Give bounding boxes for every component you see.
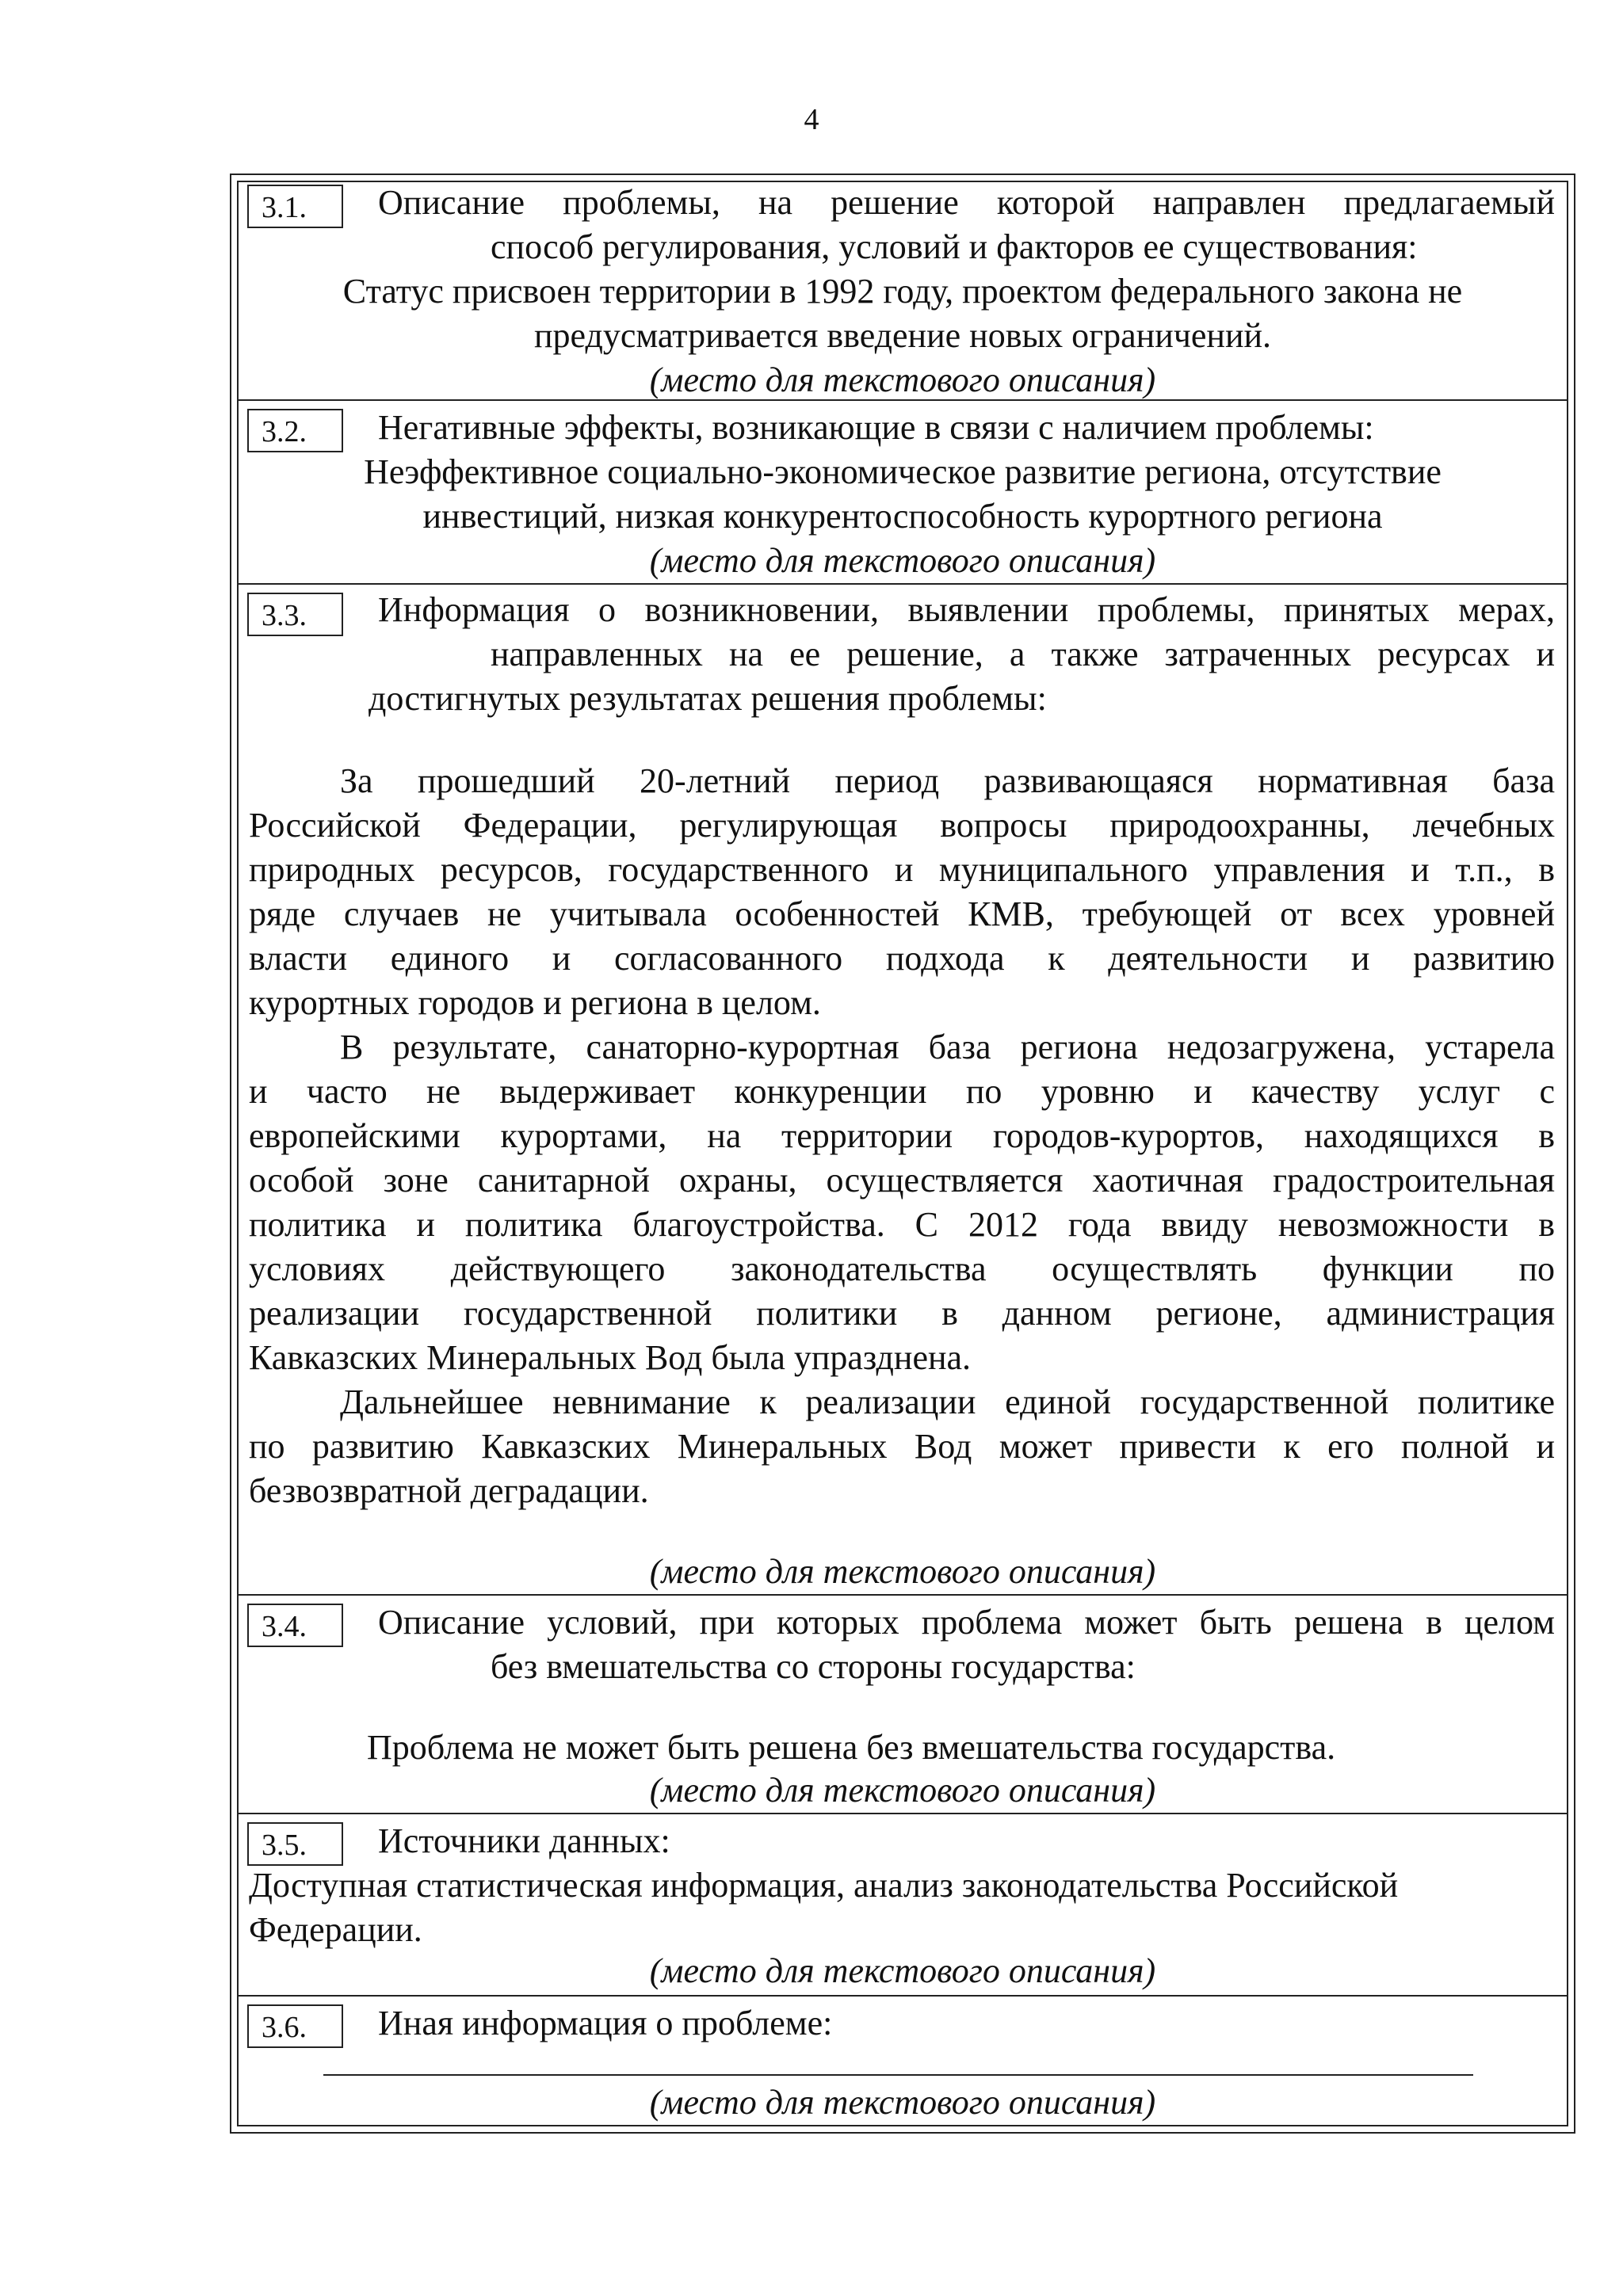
- section-3-5: [237, 1813, 1568, 1995]
- section-number-box: 3.4.: [247, 1604, 343, 1647]
- page-number: 4: [804, 103, 819, 136]
- text-area-caption: (место для текстового описания): [649, 1771, 1156, 1810]
- section-3-3: [237, 583, 1568, 1594]
- section-3-4: [237, 1594, 1568, 1813]
- body-paragraph-line: природных ресурсов, государственного и муниципального управления и т.п., в: [249, 850, 1555, 889]
- body-paragraph-line: условиях действующего законодательства осуществлять функции по: [249, 1249, 1555, 1288]
- body-paragraph-line: безвозвратной деградации.: [249, 1471, 649, 1510]
- section-heading-line: направленных на ее решение, а также затраченных ресурсах и: [491, 635, 1555, 673]
- section-heading-line: без вмешательства со стороны государства:: [491, 1647, 1136, 1686]
- section-heading-line: Негативные эффекты, возникающие в связи с наличием проблемы:: [378, 408, 1374, 447]
- section-body-line: Статус присвоен территории в 1992 году, проектом федерального закона не: [342, 272, 1463, 311]
- section-body-line: инвестиций, низкая конкурентоспособность курортного региона: [422, 497, 1383, 536]
- body-paragraph-line: Кавказских Минеральных Вод была упразднена.: [249, 1338, 972, 1377]
- body-paragraph-line: особой зоне санитарной охраны, осуществляется хаотичная градостроительная: [249, 1161, 1555, 1199]
- body-paragraph-line: и часто не выдерживает конкуренции по уровню и качеству услуг с: [249, 1072, 1555, 1111]
- section-number-box: 3.2.: [247, 409, 343, 452]
- section-3-2: [237, 399, 1568, 583]
- body-paragraph-line: европейскими курортами, на территории городов-курортов, находящихся в: [249, 1116, 1555, 1155]
- body-paragraph-line: политика и политика благоустройства. С 2012 года ввиду невозможности в: [249, 1205, 1555, 1244]
- body-paragraph-line: Российской Федерации, регулирующая вопросы природоохранны, лечебных: [249, 806, 1555, 845]
- text-area-caption: (место для текстового описания): [649, 541, 1156, 580]
- section-heading-line: Иная информация о проблеме:: [378, 2004, 833, 2042]
- section-number-box: 3.1.: [247, 185, 343, 228]
- section-heading-line: Информация о возникновении, выявлении проблемы, принятых мерах,: [378, 590, 1555, 629]
- section-body-line: Проблема не может быть решена без вмешательства государства.: [367, 1728, 1336, 1767]
- section-heading-line: Описание условий, при которых проблема может быть решена в целом: [378, 1603, 1555, 1642]
- section-heading-line: Источники данных:: [378, 1821, 670, 1860]
- body-paragraph-line: ряде случаев не учитывала особенностей КМВ, требующей от всех уровней: [249, 894, 1555, 933]
- section-heading-line: достигнутых результатах решения проблемы:: [369, 679, 1047, 718]
- body-paragraph-line: В результате, санаторно-курортная база региона недозагружена, устарела: [340, 1028, 1555, 1066]
- section-number-box: 3.5.: [247, 1822, 343, 1866]
- body-paragraph-line: реализации государственной политики в данном регионе, администрация: [249, 1294, 1555, 1333]
- text-area-caption: (место для текстового описания): [649, 1552, 1156, 1591]
- text-area-caption: (место для текстового описания): [649, 1951, 1156, 1990]
- section-3-1: [237, 181, 1568, 399]
- section-heading-line: способ регулирования, условий и факторов ее существования:: [491, 227, 1418, 266]
- section-heading-line: Описание проблемы, на решение которой направлен предлагаемый: [378, 183, 1555, 222]
- section-body-line: Федерации.: [249, 1910, 422, 1949]
- section-body-line: Доступная статистическая информация, анализ законодательства Российской: [249, 1866, 1399, 1905]
- body-paragraph-line: За прошедший 20-летний период развивающаяся нормативная база: [340, 761, 1555, 800]
- body-paragraph-line: по развитию Кавказских Минеральных Вод может привести к его полной и: [249, 1427, 1555, 1466]
- text-area-caption: (место для текстового описания): [649, 360, 1156, 399]
- body-paragraph-line: курортных городов и региона в целом.: [249, 983, 821, 1022]
- blank-fill-line: [323, 2074, 1473, 2076]
- section-body-line: предусматривается введение новых ограничений.: [533, 316, 1272, 355]
- section-number-box: 3.6.: [247, 2004, 343, 2048]
- body-paragraph-line: Дальнейшее невнимание к реализации единой государственной политике: [340, 1383, 1555, 1421]
- section-number-box: 3.3.: [247, 593, 343, 636]
- section-body-line: Неэффективное социально-экономическое развитие региона, отсутствие: [364, 452, 1442, 491]
- section-3-6: [237, 1995, 1568, 2126]
- body-paragraph-line: власти единого и согласованного подхода к деятельности и развитию: [249, 939, 1555, 978]
- text-area-caption: (место для текстового описания): [649, 2083, 1156, 2122]
